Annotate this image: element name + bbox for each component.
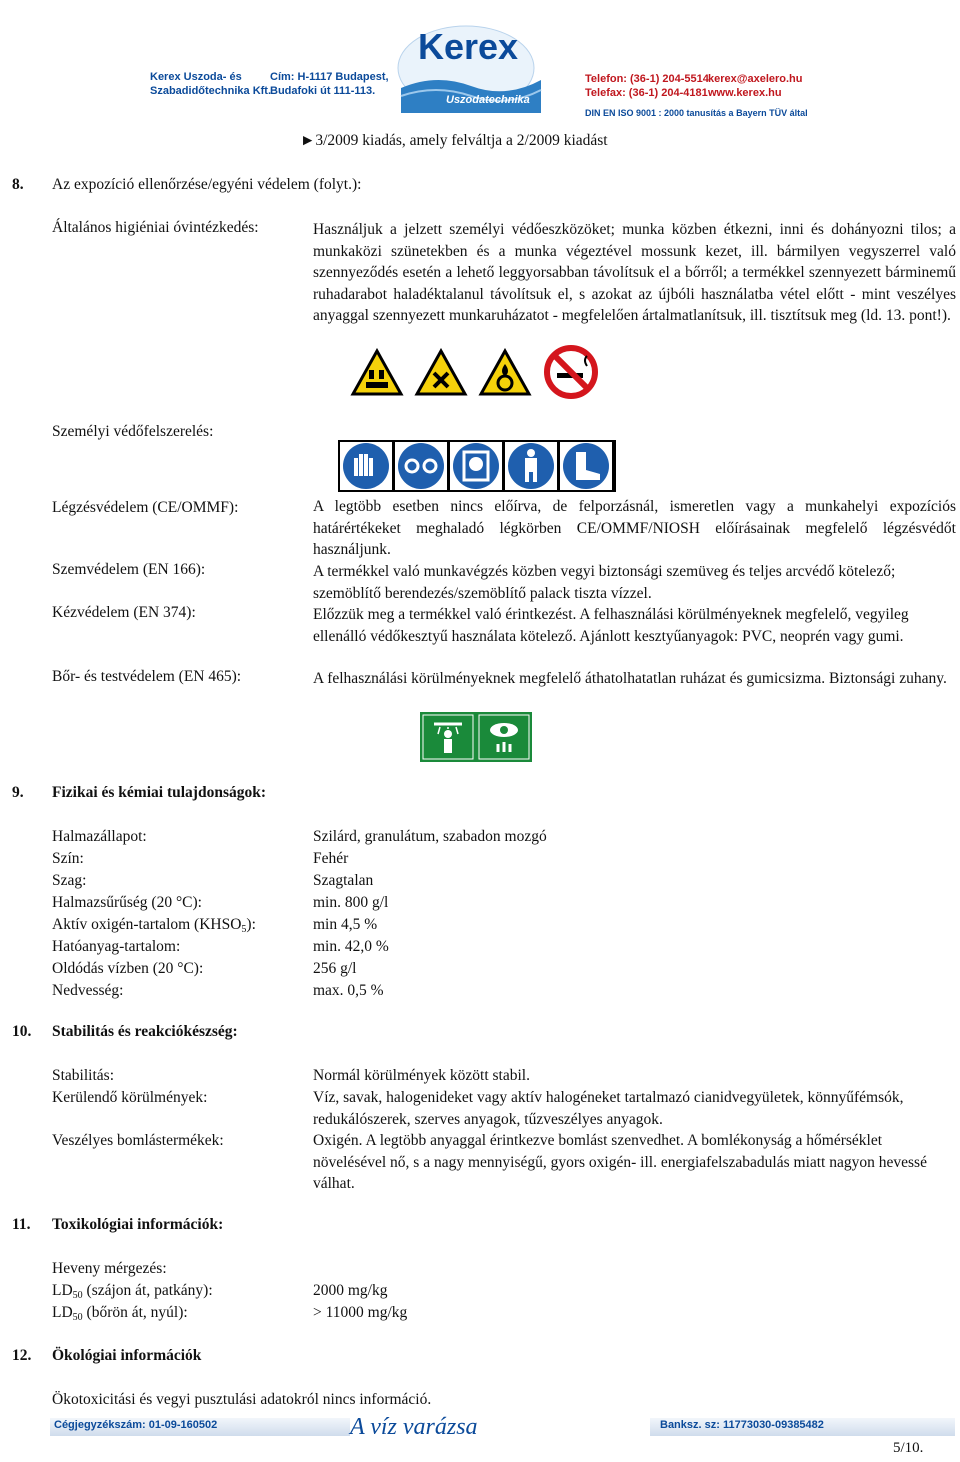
phone: Telefon: (36-1) 204-5514 (585, 73, 709, 85)
sec10-title: Stabilitás és reakciókészség: (52, 1023, 238, 1040)
prop-value-active: min. 42,0 % (313, 938, 389, 955)
ld50-dermal-value: > 11000 mg/kg (313, 1304, 408, 1321)
decomposition-value: Oxigén. A legtöbb anyaggal érintkezve bomlást szenvedhet. A bomlékonyság a hőmérséklet növelésével nő, s a nagy mennyiségű, gyors oxigén- ill. energiafelszabadulás miatt nagyon hevessé válhat. (313, 1132, 927, 1192)
hand-protection-label: Kézvédelem (EN 374): (52, 604, 196, 621)
protective-clothing-mandatory-icon (505, 442, 557, 490)
prop-label-oxygen-sub: 5 (241, 924, 247, 935)
ld50-oral-label (52, 1282, 213, 1300)
prop-value-oxygen: min 4,5 % (313, 916, 378, 933)
ld-text: LD (52, 1282, 73, 1299)
mandatory-signs-strip (338, 440, 616, 492)
hygiene-label: Általános higiéniai óvintézkedés: (52, 219, 259, 236)
decomposition-label: Veszélyes bomlástermékek: (52, 1132, 224, 1149)
eye-protection-mandatory-icon (395, 442, 447, 490)
email: kerex@axelero.hu (708, 73, 803, 85)
prop-label-moisture: Nedvesség: (52, 982, 124, 999)
footer-bar (50, 1414, 955, 1440)
sec11-title: Toxikológiai információk: (52, 1216, 224, 1233)
issue-note: ►3/2009 kiadás, amely felváltja a 2/2009 kiadást (300, 132, 608, 149)
prop-label-color: Szín: (52, 850, 84, 867)
no-smoking-icon (543, 344, 599, 405)
prop-value-solubility: 256 g/l (313, 960, 357, 977)
oxidizing-warning-icon (478, 348, 532, 403)
company-name-line1: Kerex Uszoda- és (150, 71, 242, 83)
body-protection-label: Bőr- és testvédelem (EN 465): (52, 668, 242, 685)
respiratory-label: Légzésvédelem (CE/OMMF): (52, 499, 239, 516)
stability-value: Normál körülmények között stabil. (313, 1067, 530, 1084)
prop-value-color: Fehér (313, 850, 349, 867)
gloves-mandatory-icon (340, 442, 392, 490)
company-registration: Cégjegyzékszám: 01-09-160502 (54, 1419, 218, 1431)
header (0, 0, 960, 125)
ppe-label: Személyi védőfelszerelés: (52, 423, 214, 440)
prop-label-solubility: Oldódás vízben (20 °C): (52, 960, 204, 977)
iso-certificate: DIN EN ISO 9001 : 2000 tanusítás a Bayern TÜV által (585, 108, 808, 118)
sec8-title: Az expozíció ellenőrzése/egyéni védelem (folyt.): (52, 176, 362, 193)
prop-label-odor: Szag: (52, 872, 87, 889)
safety-boots-mandatory-icon (560, 442, 612, 490)
corrosive-warning-icon (350, 348, 404, 403)
hygiene-text: Használjuk a jelzett személyi védőeszközöket; munka közben étkezni, inni és dohányozni tilos; a munkaközi szünetekben és a munka végeztével mossunk kezet, ill. bármilyen vegyszerrel való szennyeződés esetén a lehető leggyorsabban távolítsuk el a bőrről; a termékkel szennyezett bárminemű ruhadarabot haladéktalanul távolítsuk el, s azokat az újbóli használatba vétel előtt - mint veszélyes anyaggal szennyezett munkaruházatot - megfelelően ártalmatlanítsuk, ill. tisztítsuk meg (ld. 13. pont!). (313, 221, 956, 324)
harmful-warning-icon (414, 348, 468, 403)
kerex-logo (396, 18, 546, 113)
eco-text: Ökotoxicitási és vegyi pusztulási adatokról nincs információ. (52, 1391, 432, 1408)
prop-value-moisture: max. 0,5 % (313, 982, 384, 999)
address-line2: Budafoki út 111-113. (270, 85, 376, 97)
hand-protection-text: Előzzük meg a termékkel való érintkezést. A felhasználási körülményeknek megfelelő, vegyileg ellenálló védőkesztyű használata kötelező. Ajánlott kesztyűanyagok: PVC, neoprén vagy gumi. (313, 606, 909, 645)
bank-account: Banksz. sz: 11773030-09385482 (660, 1419, 824, 1431)
company-name-line2: Szabadidőtechnika Kft. (150, 85, 272, 97)
prop-label-oxygen-post: ): (246, 916, 256, 933)
safety-shower-icon (420, 712, 476, 767)
prop-label-density: Halmazsűrűség (20 °C): (52, 894, 202, 911)
eye-protection-label: Szemvédelem (EN 166): (52, 561, 206, 578)
stability-label: Stabilitás: (52, 1067, 114, 1084)
logo-subtitle: Uszodatechnika (446, 94, 530, 106)
sec12-number: 12. (12, 1347, 32, 1364)
prop-label-active: Hatóanyag-tartalom: (52, 938, 181, 955)
prop-value-odor: Szagtalan (313, 872, 374, 889)
sec12-title: Ökológiai információk (52, 1347, 202, 1364)
face-shield-mandatory-icon (450, 442, 502, 490)
body-protection-text: A felhasználási körülményeknek megfelelő áthatolhatatlan ruházat és gumicsizma. Biztonsági zuhany. (313, 670, 947, 687)
prop-value-state: Szilárd, granulátum, szabadon mozgó (313, 828, 547, 845)
fax: Telefax: (36-1) 204-4181 (585, 87, 708, 99)
page-number: 5/10. (893, 1440, 924, 1456)
sec8-number (12, 176, 24, 194)
sec9-number: 9. (12, 784, 24, 801)
footer-slogan: A víz varázsa (350, 1414, 478, 1440)
prop-value-density: min. 800 g/l (313, 894, 389, 911)
sec8-number-text: 8. (12, 176, 24, 193)
sec11-number: 11. (12, 1216, 31, 1233)
ld50-oral-value: 2000 mg/kg (313, 1282, 388, 1299)
ld50-dermal-label-text: (bőrön át, nyúl): (86, 1304, 188, 1321)
sec10-number: 10. (12, 1023, 32, 1040)
sec9-title: Fizikai és kémiai tulajdonságok: (52, 784, 267, 801)
acute-tox-heading: Heveny mérgezés: (52, 1260, 167, 1277)
address-line1: Cím: H-1117 Budapest, (270, 71, 389, 83)
ld-sub: 50 (72, 1290, 83, 1301)
logo-text: Kerex (418, 26, 519, 67)
avoid-value: Víz, savak, halogenideket vagy aktív halogéneket tartalmazó cianidvegyületek, könnyűfémsók, redukálószerek, szerves anyagok, tűzveszélyes anyagok. (313, 1089, 904, 1128)
respiratory-text: A legtöbb esetben nincs előírva, de felporzásnál, ismeretlen vagy a munkahelyi expozíciós határértékeket meghaladó légkörben CE/OMMF/NIOSH előírásainak megfelelő légzésvédőt használjunk. (313, 498, 956, 558)
ld-text-2: LD (52, 1304, 73, 1321)
ld50-dermal-label (52, 1304, 188, 1322)
prop-label-oxygen (52, 916, 256, 934)
avoid-label: Kerülendő körülmények: (52, 1089, 208, 1106)
website: www.kerex.hu (708, 87, 782, 99)
eye-protection-text: A termékkel való munkavégzés közben vegyi biztonsági szemüveg és teljes arcvédő kötelező; szemöblítő berendezés/szemöblítő palack tiszta vízzel. (313, 563, 896, 602)
prop-label-state: Halmazállapot: (52, 828, 147, 845)
prop-label-oxygen-pre: Aktív oxigén-tartalom (KHSO (52, 916, 242, 933)
ld50-oral-label-text: (szájon át, patkány): (86, 1282, 213, 1299)
eye-wash-icon (476, 712, 532, 767)
ld-sub-2: 50 (72, 1312, 83, 1323)
